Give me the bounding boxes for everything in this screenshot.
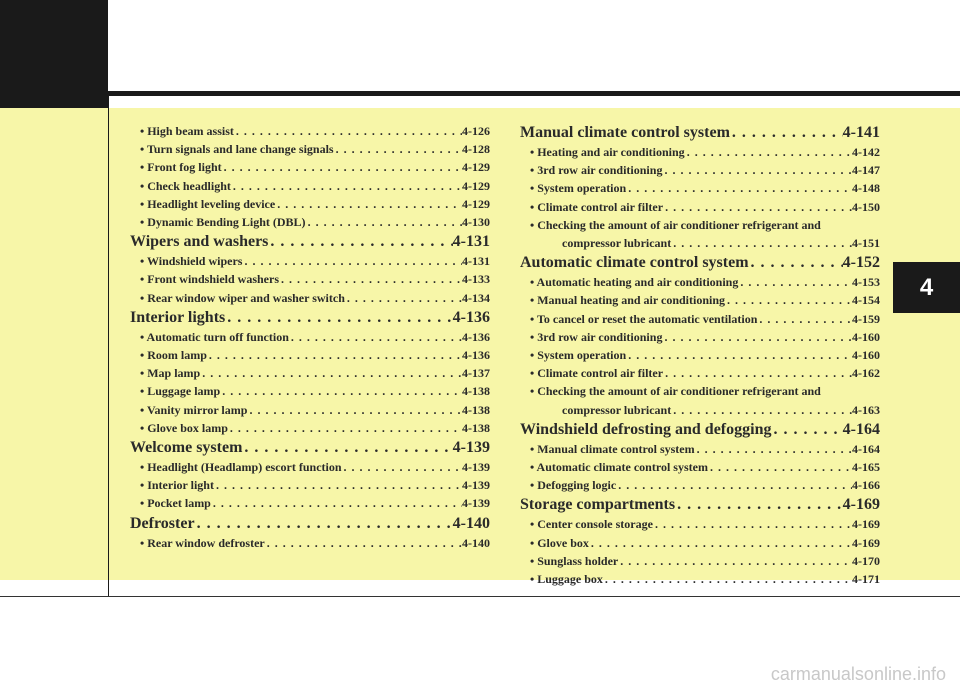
- toc-page-number: 4-137: [462, 366, 490, 381]
- toc-page-number: 4-169: [852, 535, 880, 550]
- toc-page-number: 4-141: [842, 124, 880, 141]
- toc-page-number: 4-139: [462, 460, 490, 475]
- toc-entry-title: • Headlight leveling device: [140, 196, 276, 211]
- toc-entry-title: • Check headlight: [140, 178, 231, 193]
- toc-page-number: 4-154: [852, 293, 880, 308]
- toc-entry-title: • Sunglass holder: [530, 553, 619, 568]
- toc-page-number: 4-131: [452, 233, 490, 251]
- dot-leader: [653, 515, 852, 533]
- toc-page-number: 4-129: [462, 178, 490, 193]
- dot-leader: [603, 570, 852, 588]
- toc-entry[interactable]: [130, 140, 490, 158]
- toc-entry-title: • Front fog light: [140, 160, 222, 175]
- toc-section-heading[interactable]: [130, 307, 490, 328]
- toc-entry-title: Interior lights: [130, 308, 226, 326]
- toc-entry[interactable]: [130, 177, 490, 195]
- toc-entry-title: • Heating and air conditioning: [530, 145, 685, 159]
- dot-leader: [247, 401, 462, 419]
- dot-leader: [342, 458, 462, 476]
- dot-leader: [231, 177, 462, 195]
- toc-entry-title: • Map lamp: [140, 366, 201, 381]
- toc-entry[interactable]: [520, 179, 880, 197]
- toc-entry-title: • Automatic turn off function: [140, 329, 289, 344]
- toc-entry-title: compressor lubricant: [562, 402, 672, 417]
- toc-entry-title: • Headlight (Headlamp) escort function: [140, 460, 342, 475]
- dot-leader: [306, 213, 462, 231]
- toc-section-heading[interactable]: [520, 122, 880, 143]
- toc-entry[interactable]: [130, 476, 490, 494]
- toc-column-left: [130, 122, 490, 552]
- toc-page-number: 4-147: [852, 163, 880, 178]
- toc-page-number: 4-148: [852, 181, 880, 196]
- toc-entry[interactable]: [520, 143, 880, 161]
- toc-page-number: 4-164: [842, 420, 880, 438]
- toc-entry[interactable]: [130, 494, 490, 512]
- toc-page-number: 4-163: [852, 402, 880, 417]
- dot-leader: [211, 494, 462, 512]
- dot-leader: [695, 440, 852, 458]
- dot-leader: [725, 291, 852, 309]
- toc-entry[interactable]: [520, 364, 880, 382]
- toc-entry[interactable]: [520, 273, 880, 291]
- toc-entry[interactable]: [130, 534, 490, 552]
- toc-section-heading[interactable]: [130, 437, 490, 458]
- watermark: carmanualsonline.info: [770, 664, 946, 684]
- toc-page-number: 4-136: [452, 308, 490, 326]
- dot-leader: [334, 140, 462, 158]
- toc-page-number: 4-136: [462, 329, 490, 344]
- toc-entry[interactable]: [130, 346, 490, 364]
- toc-page-number: 4-169: [852, 517, 880, 532]
- dot-leader: [242, 437, 452, 458]
- toc-page-number: 4-170: [852, 553, 880, 568]
- toc-page-number: 4-153: [852, 275, 880, 290]
- toc-entry[interactable]: [520, 234, 880, 252]
- toc-entry-title: Windshield defrosting and defogging: [520, 420, 772, 438]
- toc-entry[interactable]: [520, 198, 880, 216]
- toc-entry[interactable]: [520, 291, 880, 309]
- toc-entry[interactable]: [130, 195, 490, 213]
- dot-leader: [626, 346, 852, 364]
- dot-leader: [757, 310, 852, 328]
- toc-entry[interactable]: [520, 458, 880, 476]
- toc-entry[interactable]: [130, 122, 490, 140]
- corner-block: [0, 0, 108, 108]
- dot-leader: [222, 158, 462, 176]
- toc-entry[interactable]: [520, 310, 880, 328]
- toc-entry-title: Wipers and washers: [130, 233, 269, 251]
- toc-page-number: 4-150: [852, 199, 880, 214]
- toc-page-number: 4-129: [462, 196, 490, 211]
- toc-entry-title: • Windshield wipers: [140, 254, 243, 269]
- toc-page-number: 4-136: [462, 348, 490, 363]
- toc-page-number: 4-142: [852, 145, 880, 159]
- toc-page-number: 4-159: [852, 311, 880, 326]
- toc-entry[interactable]: [520, 161, 880, 179]
- toc-entry-title: • Climate control air filter: [530, 366, 664, 381]
- dot-leader: [663, 364, 852, 382]
- toc-section-heading[interactable]: [130, 513, 490, 534]
- toc-column-right: [520, 122, 880, 588]
- toc-page-number: 4-169: [842, 496, 880, 514]
- toc-section-heading[interactable]: [520, 419, 880, 440]
- toc-entry[interactable]: [520, 476, 880, 494]
- toc-entry-title: • System operation: [530, 348, 627, 363]
- toc-page-number: 4-152: [842, 254, 880, 272]
- dot-leader: [671, 401, 852, 419]
- toc-entry-title: Defroster: [130, 514, 195, 532]
- header-rule: [108, 91, 960, 96]
- toc-entry-title: • Center console storage: [530, 517, 653, 532]
- toc-entry[interactable]: [520, 401, 880, 419]
- toc-entry-title: Automatic climate control system: [520, 254, 749, 272]
- toc-page-number: 4-140: [462, 535, 490, 550]
- toc-entry[interactable]: [520, 552, 880, 570]
- dot-leader: [345, 289, 462, 307]
- toc-entry-title: • Luggage lamp: [140, 384, 221, 399]
- dot-leader: [708, 458, 852, 476]
- dot-leader: [662, 328, 852, 346]
- toc-entry-title: Manual climate control system: [520, 124, 730, 141]
- toc-entry-title: Welcome system: [130, 439, 243, 457]
- dot-leader: [671, 234, 852, 252]
- toc-entry-title: • 3rd row air conditioning: [530, 163, 663, 178]
- toc-entry-title: compressor lubricant: [562, 236, 672, 251]
- toc-section-heading[interactable]: [520, 252, 880, 273]
- toc-entry-title: Storage compartments: [520, 496, 676, 514]
- dot-leader: [685, 143, 852, 161]
- toc-entry[interactable]: [130, 213, 490, 231]
- toc-entry-title: • Manual heating and air conditioning: [530, 293, 726, 308]
- toc-entry[interactable]: [130, 252, 490, 270]
- toc-entry[interactable]: [130, 419, 490, 437]
- toc-page-number: 4-138: [462, 384, 490, 399]
- toc-entry-title: • Rear window defroster: [140, 535, 265, 550]
- dot-leader: [279, 270, 462, 288]
- toc-entry-title: • Climate control air filter: [530, 199, 664, 214]
- toc-entry-title: • Manual climate control system: [530, 441, 695, 456]
- toc-page-number: 4-140: [452, 514, 490, 532]
- toc-entry[interactable]: [520, 328, 880, 346]
- dot-leader: [275, 195, 462, 213]
- toc-page-number: 4-151: [852, 236, 880, 251]
- dot-leader: [289, 328, 462, 346]
- toc-page-number: 4-138: [462, 402, 490, 417]
- toc-page-number: 4-160: [852, 348, 880, 363]
- dot-leader: [268, 231, 452, 252]
- dot-leader: [730, 122, 843, 143]
- toc-entry-title: • Turn signals and lane change signals: [140, 142, 334, 157]
- dot-leader: [234, 122, 462, 140]
- toc-page-number: 4-166: [852, 478, 880, 493]
- dot-leader: [675, 494, 843, 515]
- toc-page-number: 4-134: [462, 290, 490, 305]
- toc-entry[interactable]: [520, 440, 880, 458]
- toc-entry-title: • Dynamic Bending Light (DBL): [140, 215, 306, 230]
- dot-leader: [242, 252, 462, 270]
- toc-page-number: 4-160: [852, 329, 880, 344]
- dot-leader: [225, 307, 452, 328]
- toc-entry[interactable]: [130, 158, 490, 176]
- toc-page-number: 4-130: [462, 215, 490, 230]
- dot-leader: [195, 513, 453, 534]
- dot-leader: [220, 382, 462, 400]
- toc-entry[interactable]: [130, 382, 490, 400]
- toc-page-number: 4-139: [452, 439, 490, 457]
- toc-entry[interactable]: [520, 534, 880, 552]
- toc-entry[interactable]: [520, 515, 880, 533]
- dot-leader: [214, 476, 462, 494]
- toc-entry[interactable]: [130, 364, 490, 382]
- toc-entry-title: • High beam assist: [140, 124, 234, 138]
- toc-entry-title: • Automatic heating and air conditioning: [530, 275, 739, 290]
- toc-entry-title: • Vanity mirror lamp: [140, 402, 248, 417]
- toc-section-heading[interactable]: [130, 231, 490, 252]
- toc-entry-title: • Glove box: [530, 535, 589, 550]
- toc-page-number: 4-131: [462, 254, 490, 269]
- chapter-tab[interactable]: 4: [893, 262, 960, 313]
- footer-rule: [0, 596, 960, 597]
- toc-page-number: 4-139: [462, 478, 490, 493]
- margin-rule: [108, 96, 109, 596]
- toc-page-number: 4-165: [852, 460, 880, 475]
- toc-entry[interactable]: [130, 458, 490, 476]
- dot-leader: [618, 552, 852, 570]
- toc-entry[interactable]: [130, 270, 490, 288]
- toc-page-number: 4-139: [462, 496, 490, 511]
- toc-page-number: 4-126: [462, 124, 490, 138]
- toc-entry-title: • Rear window wiper and washer switch: [140, 290, 345, 305]
- toc-page-number: 4-133: [462, 272, 490, 287]
- dot-leader: [663, 198, 852, 216]
- toc-entry-title: • Defogging logic: [530, 478, 617, 493]
- toc-entry-title: • 3rd row air conditioning: [530, 329, 663, 344]
- dot-leader: [207, 346, 462, 364]
- toc-entry-text: • Checking the amount of air conditioner refrigerant and: [530, 217, 821, 232]
- dot-leader: [738, 273, 852, 291]
- toc-entry[interactable]: [520, 346, 880, 364]
- toc-page-number: 4-128: [462, 142, 490, 157]
- dot-leader: [626, 179, 852, 197]
- dot-leader: [749, 252, 843, 273]
- dot-leader: [228, 419, 462, 437]
- dot-leader: [200, 364, 462, 382]
- toc-entry-title: • Glove box lamp: [140, 420, 228, 435]
- toc-entry[interactable]: [130, 289, 490, 307]
- toc-entry[interactable]: [520, 570, 880, 588]
- toc-entry-title: • Room lamp: [140, 348, 207, 363]
- toc-page-number: 4-171: [852, 572, 880, 587]
- toc-entry-title: • Automatic climate control system: [530, 460, 708, 475]
- dot-leader: [616, 476, 852, 494]
- toc-entry[interactable]: [130, 401, 490, 419]
- toc-entry-title: • System operation: [530, 181, 627, 196]
- toc-entry-title: • To cancel or reset the automatic ventilation: [530, 311, 758, 326]
- toc-page-number: 4-164: [852, 441, 880, 456]
- dot-leader: [771, 419, 842, 440]
- toc-entry-title: • Front windshield washers: [140, 272, 280, 287]
- toc-entry-title: • Pocket lamp: [140, 496, 211, 511]
- toc-page-number: 4-162: [852, 366, 880, 381]
- toc-entry-title: • Luggage box: [530, 572, 603, 587]
- dot-leader: [589, 534, 852, 552]
- toc-entry-title: • Interior light: [140, 478, 214, 493]
- toc-entry[interactable]: [130, 328, 490, 346]
- dot-leader: [662, 161, 852, 179]
- dot-leader: [265, 534, 462, 552]
- toc-page-number: 4-129: [462, 160, 490, 175]
- toc-page-number: 4-138: [462, 420, 490, 435]
- toc-section-heading[interactable]: [520, 494, 880, 515]
- toc-entry-text: • Checking the amount of air conditioner refrigerant and: [530, 384, 821, 399]
